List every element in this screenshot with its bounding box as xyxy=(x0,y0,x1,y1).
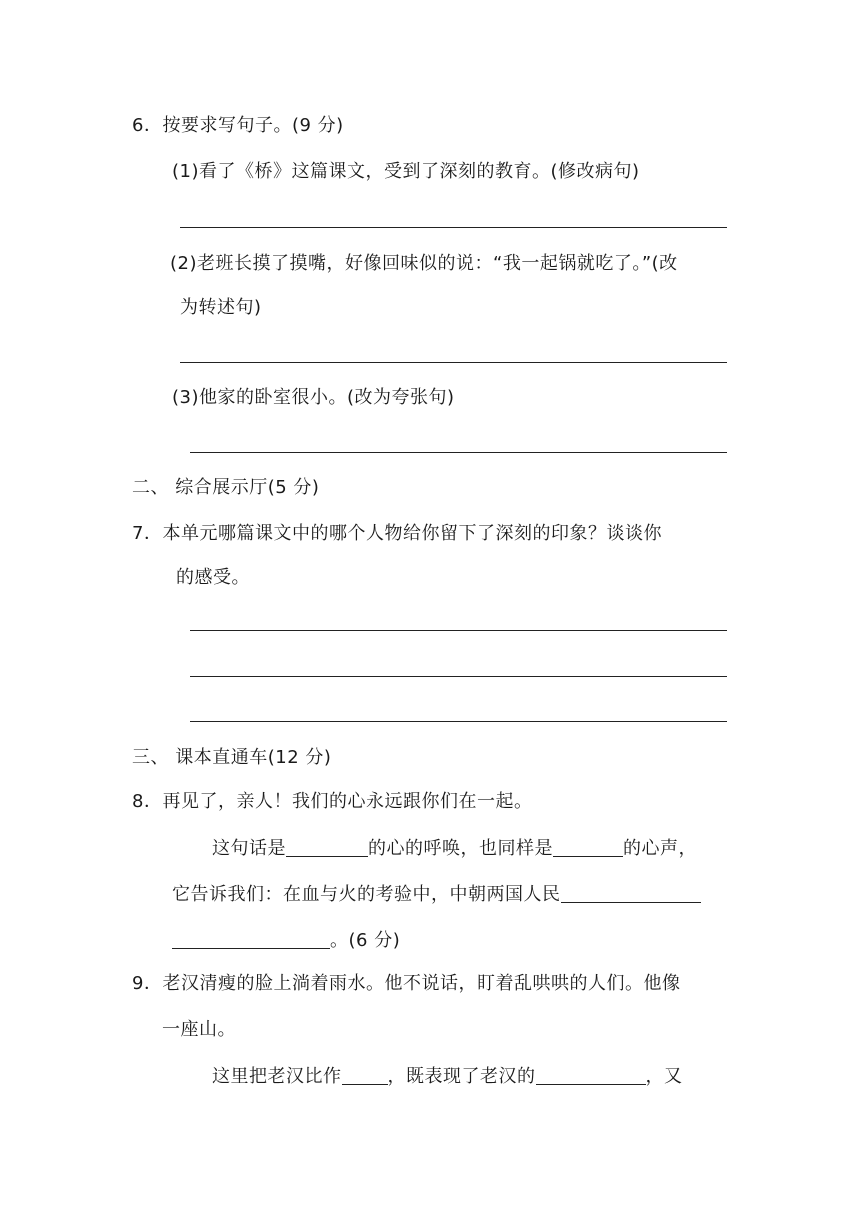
q9-text-3c: ，又 xyxy=(645,1066,683,1087)
answer-line-6-1[interactable] xyxy=(180,227,727,228)
q8-text-1c: 的心声， xyxy=(623,838,697,859)
question-6-item-1: (1)看了《桥》这篇课文，受到了深刻的教育。(修改病句) xyxy=(172,161,640,182)
blank-8-4[interactable] xyxy=(172,928,330,949)
q8-text-1b: 的心的呼唤，也同样是 xyxy=(368,838,553,859)
blank-9-1[interactable] xyxy=(342,1064,388,1085)
answer-line-6-2[interactable] xyxy=(180,362,727,363)
question-6-item-3: (3)他家的卧室很小。(改为夸张句) xyxy=(172,387,455,408)
answer-line-7-2[interactable] xyxy=(190,676,727,677)
question-6-item-2-line-2: 为转述句) xyxy=(180,297,262,318)
section-2-heading: 二、 综合展示厅(5 分) xyxy=(132,477,320,498)
question-6-title: 6．按要求写句子。(9 分) xyxy=(132,115,344,136)
q9-text-3b: ，既表现了老汉的 xyxy=(387,1066,536,1087)
question-9-line-3 xyxy=(212,1064,683,1089)
question-7-line-1: 7．本单元哪篇课文中的哪个人物给你留下了深刻的印象？谈谈你 xyxy=(132,523,662,544)
question-8-line-1 xyxy=(212,836,697,861)
blank-8-2[interactable] xyxy=(553,836,623,857)
q8-text-3a: 。(6 分) xyxy=(330,930,401,951)
question-7-line-2: 的感受。 xyxy=(176,567,250,588)
question-8-line-3 xyxy=(172,928,400,953)
question-8-quote: 8．再见了，亲人！我们的心永远跟你们在一起。 xyxy=(132,791,533,812)
blank-9-2[interactable] xyxy=(536,1064,646,1085)
q8-text-2a: 它告诉我们：在血与火的考验中，中朝两国人民 xyxy=(172,884,561,905)
blank-8-3[interactable] xyxy=(561,882,701,903)
section-3-heading: 三、 课本直通车(12 分) xyxy=(132,747,332,768)
answer-line-7-3[interactable] xyxy=(190,721,727,722)
answer-line-7-1[interactable] xyxy=(190,630,727,631)
q8-text-1a: 这句话是 xyxy=(212,838,286,859)
question-8-line-2 xyxy=(172,882,701,907)
question-6-item-2-line-1: (2)老班长摸了摸嘴，好像回味似的说：“我一起锅就吃了。”(改 xyxy=(170,253,678,274)
blank-8-1[interactable] xyxy=(286,836,368,857)
answer-line-6-3[interactable] xyxy=(190,452,727,453)
q9-text-3a: 这里把老汉比作 xyxy=(212,1066,342,1087)
question-9-line-2: 一座山。 xyxy=(162,1019,236,1040)
question-9-line-1: 9．老汉清瘦的脸上淌着雨水。他不说话，盯着乱哄哄的人们。他像 xyxy=(132,973,681,994)
